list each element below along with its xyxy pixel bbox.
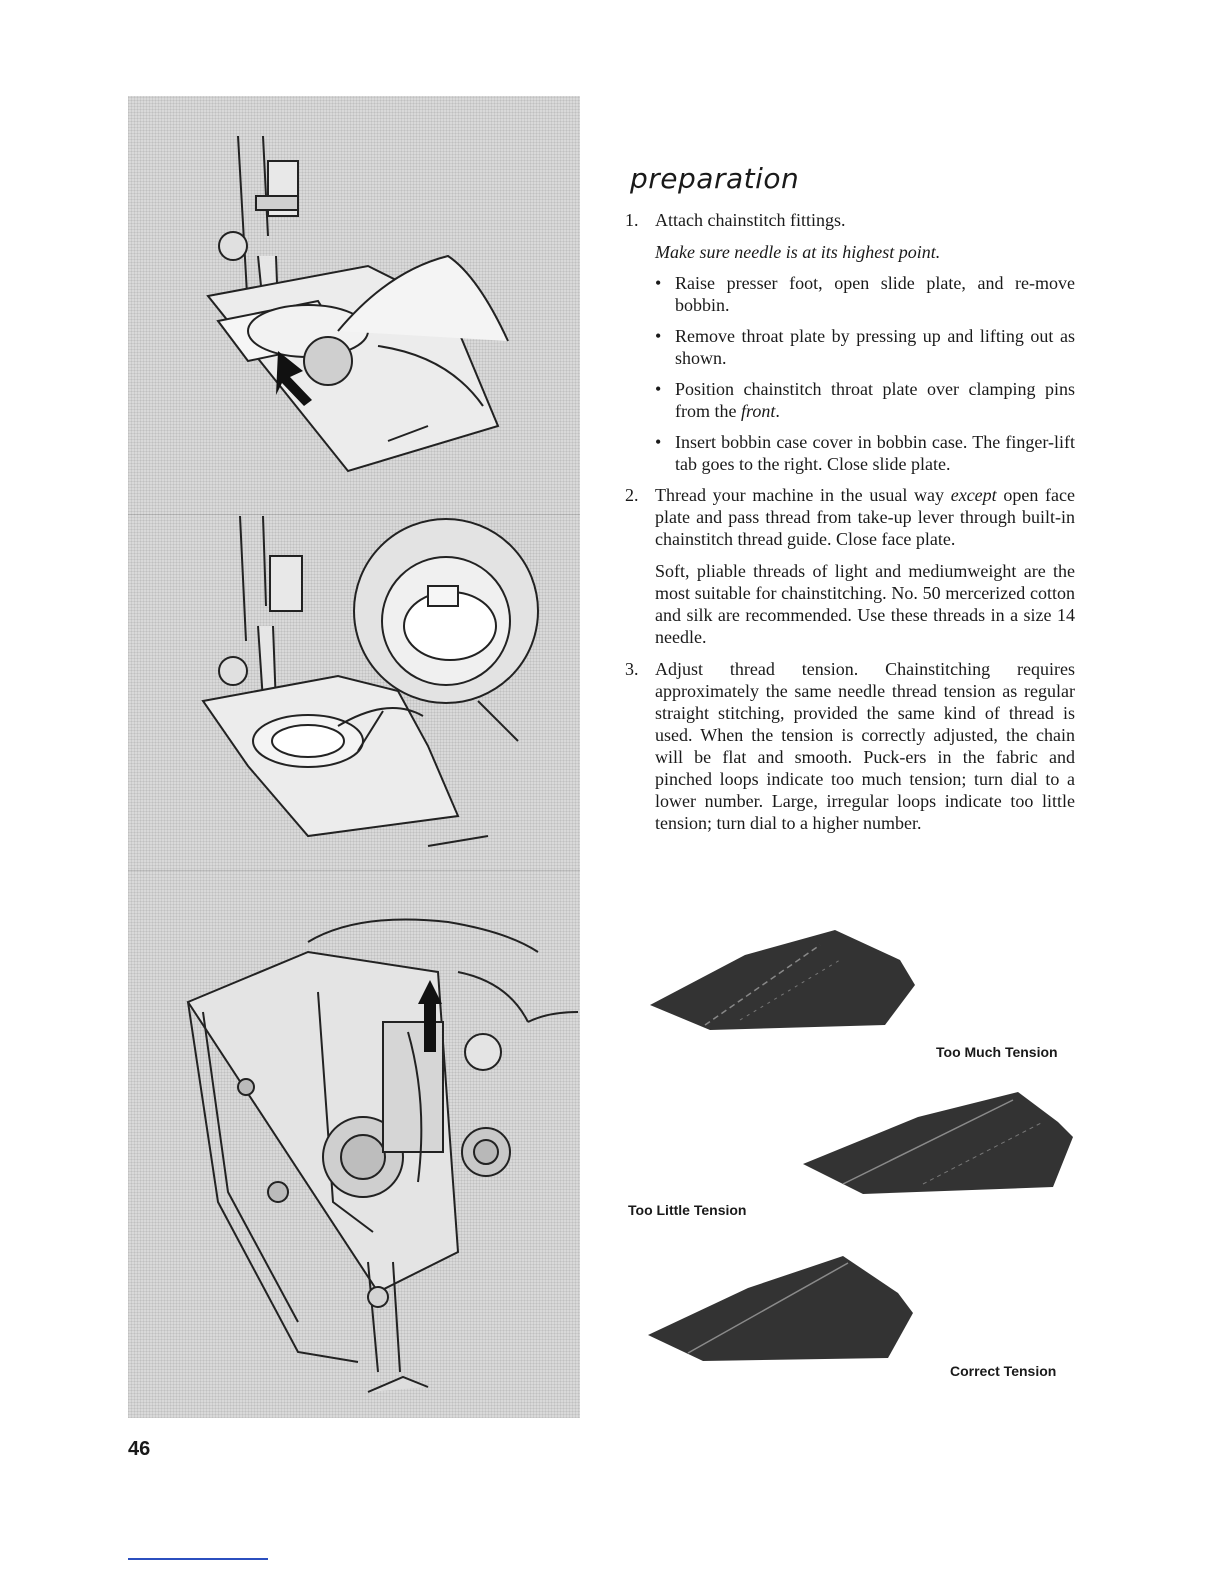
too-much-tension-sample [650,925,920,1035]
list-item-text: Position chainstitch throat plate over clamping pins from the [675,379,1075,421]
step-number: 2. [625,485,639,505]
step-text-part: open face plate and pass thread from take-up lever through built-in chainstitch thread guide. Close face plate. [655,485,1076,549]
step-text-part: Thread your machine in the usual way [655,485,951,505]
step-number: 1. [625,210,639,230]
illustration-divider [128,870,580,871]
step-number: 3. [625,659,639,679]
step-1 [625,209,1075,475]
list-item: • Raise presser foot, open slide plate, and re-move bobbin. [655,272,1075,316]
emphasis-text: except [950,485,997,505]
step-text [655,484,1075,550]
footer-rule [128,1558,268,1560]
arrow-icon [424,1002,436,1052]
list-item [655,378,1075,422]
correct-tension-sample [648,1253,918,1365]
page-title: preparation [630,162,800,195]
too-little-tension-sample [803,1092,1075,1202]
bobbin-case-cover-illustration [128,516,580,871]
step-note: Make sure needle is at its highest point. [655,242,941,262]
throat-plate-removal-illustration [128,96,580,516]
list-item: • Insert bobbin case cover in bobbin case. The finger-lift tab goes to the right. Close slide plate. [655,431,1075,475]
instructions-column [625,162,1075,844]
step-2 [625,484,1075,648]
emphasis-text: front [740,401,776,421]
correct-tension-caption: Correct Tension [950,1363,1057,1379]
face-plate-threading-illustration [128,872,580,1418]
list-item-text: . [775,401,780,421]
page-number: 46 [128,1438,151,1460]
step-extra-text: Soft, pliable threads of light and mediumweight are the most suitable for chainstitching. No. 50 mercerized cotton and silk are recommended. Use these threads in a size 14 needle. [655,561,1075,647]
too-much-tension-caption: Too Much Tension [936,1044,1058,1060]
step-3 [625,658,1075,834]
too-little-tension-caption: Too Little Tension [628,1202,747,1218]
fabric-swatch [803,1092,1073,1194]
illustration-divider [128,514,580,515]
fabric-swatch [648,1256,913,1361]
step-text: Attach chainstitch fittings. [655,210,846,230]
step-text: Adjust thread tension. Chainstitching requires approximately the same needle thread tension as regular straight stitching, provided the same kind of thread is used. When the tension is correctly adjusted, the chain will be flat and smooth. Puck-ers in the fabric and pinched loops indicate too much tension; turn dial to a lower number. Large, irregular loops indicate too little tension; turn dial to a higher number. [655,659,1075,833]
list-item: • Remove throat plate by pressing up and lifting out as shown. [655,325,1075,369]
bullet-list [655,272,1075,475]
illustration-panel [128,96,580,1418]
fabric-swatch [650,930,915,1030]
